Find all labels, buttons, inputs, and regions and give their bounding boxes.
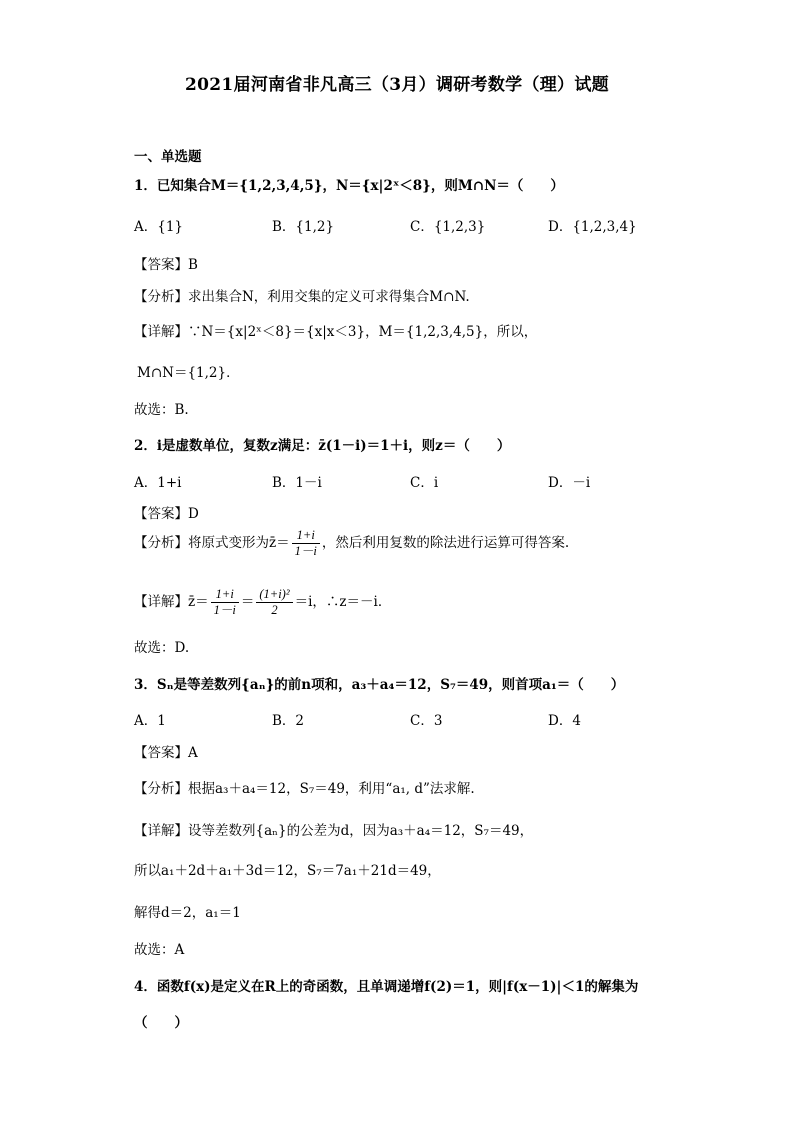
question-1-stem: 1．已知集合M＝{1,2,3,4,5}，N＝{x|2ˣ＜8}，则M∩N＝（ ） (134, 178, 564, 194)
question-3-answer: 【答案】A (134, 745, 198, 761)
question-3-detail-solution: 解得d＝2，a₁＝1 (134, 905, 241, 921)
section-heading: 一、单选题 (134, 149, 202, 165)
question-2-answer: 【答案】D (134, 506, 199, 522)
question-2-stem: 2．i是虚数单位，复数z满足：z̄(1－i)＝1＋i，则z＝（ ） (134, 438, 511, 454)
question-2-option-d: D．－i (548, 475, 591, 491)
question-1-option-b: B．{1,2} (272, 219, 335, 235)
question-1-answer: 【答案】B (134, 257, 198, 273)
question-3-option-a: A．1 (134, 713, 166, 729)
question-3-option-c: C．3 (410, 713, 443, 729)
question-2-choice: 故选：D. (134, 640, 190, 656)
question-1-option-c: C．{1,2,3} (410, 219, 486, 235)
question-1-detail-result: M∩N＝{1,2}． (137, 365, 240, 381)
question-2-detail-equals: ＝ (240, 594, 255, 610)
question-2-detail-fraction-1 (211, 587, 239, 618)
question-1-option-d: D．{1,2,3,4} (548, 219, 637, 235)
question-2-detail-prefix: 【详解】z̄＝ (134, 594, 209, 610)
fraction-denominator: 1－i (294, 544, 317, 558)
question-3-detail-equations: 所以a₁＋2d＋a₁＋3d＝12，S₇＝7a₁＋21d＝49， (134, 863, 441, 879)
question-2-option-c: C．i (410, 475, 439, 491)
fraction-numerator: 1+i (211, 587, 239, 603)
question-2-option-a: A．1+i (134, 475, 182, 491)
question-1-detail: 【详解】∵N＝{x|2ˣ＜8}＝{x|x＜3}，M＝{1,2,3,4,5}，所以， (134, 324, 538, 340)
question-2-detail-suffix: ＝i，∴z＝－i． (294, 594, 392, 610)
question-3-analysis: 【分析】根据a₃＋a₄＝12，S₇＝49，利用“a₁, d”法求解. (134, 781, 475, 797)
question-2-option-b: B．1－i (272, 475, 322, 491)
question-1-choice: 故选：B. (134, 402, 189, 418)
page-title: 2021届河南省非凡高三（3月）调研考数学（理）试题 (185, 75, 609, 95)
question-3-choice: 故选：A (134, 942, 185, 958)
question-2-analysis-prefix: 【分析】将原式变形为z̄＝ (134, 535, 290, 551)
question-2-detail-fraction-2 (256, 587, 292, 618)
fraction-numerator: 1+i (292, 528, 320, 544)
question-2-analysis (134, 527, 569, 559)
fraction-denominator: 2 (271, 603, 278, 617)
fraction-numerator: (1+i)² (256, 587, 292, 603)
question-2-analysis-fraction (292, 528, 320, 559)
question-1-analysis: 【分析】求出集合N，利用交集的定义可求得集合M∩N. (134, 289, 470, 305)
question-4-stem: 4．函数f(x)是定义在R上的奇函数，且单调递增f(2)＝1，则|f(x－1)|＜1的解集为 (134, 979, 639, 995)
question-3-detail: 【详解】设等差数列{aₙ}的公差为d，因为a₃＋a₄＝12，S₇＝49， (134, 823, 534, 839)
question-3-option-b: B．2 (272, 713, 305, 729)
question-4-stem-continued: （ ） (134, 1015, 188, 1031)
question-3-stem: 3．Sₙ是等差数列{aₙ}的前n项和，a₃＋a₄＝12，S₇＝49，则首项a₁＝（ ） (134, 677, 625, 693)
question-3-option-d: D．4 (548, 713, 581, 729)
fraction-denominator: 1－i (213, 603, 236, 617)
question-2-detail (134, 585, 391, 619)
question-1-option-a: A．{1} (134, 219, 184, 235)
question-2-analysis-suffix: ，然后利用复数的除法进行运算可得答案. (321, 535, 570, 551)
